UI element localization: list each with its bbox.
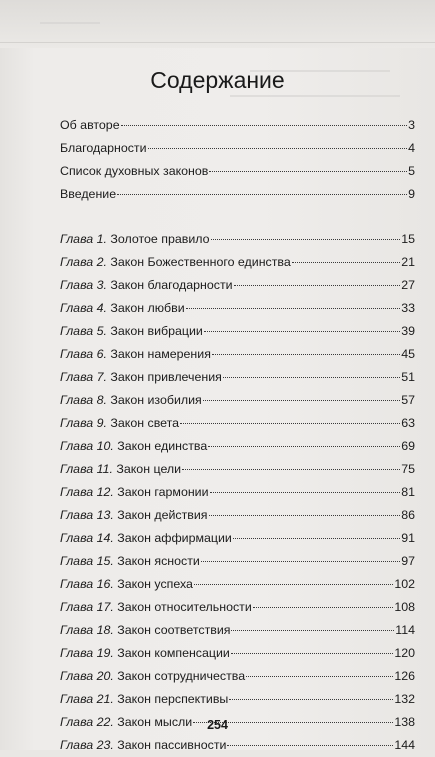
chapter-prefix: Глава 17. [60,600,114,614]
toc-chapter-entry[interactable] [60,688,415,711]
chapter-prefix: Глава 13. [60,508,114,522]
toc-chapter-entry[interactable] [60,274,415,297]
toc-entry[interactable] [60,114,415,137]
dot-leader [233,526,400,539]
toc-entry-label: Список духовных законов [60,164,209,178]
toc-entry-page: 4 [408,141,415,155]
dot-leader [186,296,401,309]
toc-chapter-entry[interactable] [60,435,415,458]
dot-leader [223,365,400,378]
chapter-title: Закон изобилия [110,393,202,407]
toc-entry-label: Об авторе [60,118,120,132]
toc-chapter-page: 39 [401,324,415,338]
toc-chapter-label [60,504,208,527]
bleed-through-text [40,22,100,24]
toc-chapter-entry[interactable] [60,734,415,757]
chapter-prefix: Глава 23. [60,738,114,752]
chapter-title: Закон ясности [117,554,200,568]
toc-chapter-page: 57 [401,393,415,407]
chapter-prefix: Глава 21. [60,692,114,706]
toc-chapter-page: 108 [394,600,415,614]
chapter-prefix: Глава 8. [60,393,107,407]
chapter-prefix: Глава 7. [60,370,107,384]
dot-leader [182,457,400,470]
chapter-title: Закон вибрации [110,324,203,338]
toc-chapter-label [60,527,232,550]
toc-chapter-page: 45 [401,347,415,361]
toc-chapter-label [60,619,230,642]
chapter-title: Закон пассивности [117,738,227,752]
toc-chapter-label [60,274,233,297]
dot-leader [121,113,408,126]
dot-leader [253,595,394,608]
chapter-title: Закон действия [117,508,208,522]
toc-chapter-entry[interactable] [60,573,415,596]
chapter-prefix: Глава 3. [60,278,107,292]
toc-chapter-label [60,297,185,320]
front-matter-list [60,114,415,206]
toc-chapter-entry[interactable] [60,527,415,550]
chapter-title: Закон привлечения [110,370,222,384]
dot-leader [148,136,408,149]
chapter-title: Закон успеха [117,577,193,591]
toc-chapter-page: 120 [394,646,415,660]
page-edge-line [0,42,435,43]
dot-leader [209,503,401,516]
chapter-prefix: Глава 1. [60,232,107,246]
chapter-title: Закон сотрудничества [117,669,246,683]
dot-leader [212,342,400,355]
chapter-title: Закон любви [110,301,185,315]
toc-chapter-page: 144 [394,738,415,752]
dot-leader [231,618,394,631]
toc-chapter-label [60,412,179,435]
toc-chapter-label [60,734,226,757]
toc-chapter-page: 132 [394,692,415,706]
chapter-title: Закон соответствия [117,623,231,637]
section-spacer [60,206,415,228]
toc-chapter-label [60,389,202,412]
toc-chapter-page: 91 [401,531,415,545]
toc-chapter-label [60,573,193,596]
toc-chapter-page: 81 [401,485,415,499]
toc-chapter-page: 63 [401,416,415,430]
dot-leader [231,641,393,654]
toc-chapter-entry[interactable] [60,550,415,573]
chapter-prefix: Глава 22. [60,715,114,729]
toc-chapter-page: 114 [395,623,415,637]
toc-chapter-label [60,642,230,665]
toc-chapter-label [60,228,210,251]
chapter-prefix: Глава 9. [60,416,107,430]
dot-leader [227,733,393,746]
toc-chapter-page: 51 [401,370,415,384]
chapter-prefix: Глава 20. [60,669,114,683]
toc-entry-label: Введение [60,187,117,201]
dot-leader [229,687,393,700]
chapter-prefix: Глава 2. [60,255,107,269]
toc-entry[interactable] [60,137,415,160]
chapter-prefix: Глава 12. [60,485,114,499]
toc-chapter-entry[interactable] [60,251,415,274]
chapter-title: Золотое правило [110,232,210,246]
chapter-list [60,228,415,757]
toc-chapter-label [60,435,207,458]
chapter-title: Закон аффирмации [117,531,232,545]
chapter-prefix: Глава 10. [60,439,114,453]
chapter-title: Закон Божественного единства [110,255,291,269]
chapter-prefix: Глава 15. [60,554,114,568]
toc-chapter-page: 126 [394,669,415,683]
dot-leader [234,273,401,286]
toc-entry[interactable] [60,183,415,206]
toc-chapter-label [60,366,222,389]
chapter-title: Закон цели [116,462,182,476]
toc-entry-label: Благодарности [60,141,147,155]
toc-chapter-label [60,688,228,711]
toc-chapter-label [60,550,200,573]
chapter-title: Закон мысли [117,715,193,729]
table-of-contents [60,114,415,757]
toc-chapter-page: 15 [401,232,415,246]
toc-chapter-label [60,458,181,481]
chapter-title: Закон благодарности [110,278,233,292]
page-title: Содержание [150,67,285,93]
chapter-title: Закон компенсации [117,646,230,660]
dot-leader [211,227,401,240]
toc-entry-page: 9 [408,187,415,201]
toc-chapter-label [60,665,245,688]
chapter-prefix: Глава 4. [60,301,107,315]
chapter-prefix: Глава 11. [60,462,113,476]
chapter-prefix: Глава 18. [60,623,114,637]
previous-page-edge [0,0,435,48]
chapter-title: Закон относительности [117,600,252,614]
toc-chapter-page: 21 [401,255,415,269]
dot-leader [292,250,400,263]
toc-chapter-page: 86 [401,508,415,522]
toc-chapter-page: 75 [401,462,415,476]
toc-chapter-page: 27 [401,278,415,292]
dot-leader [117,182,407,195]
chapter-prefix: Глава 5. [60,324,107,338]
chapter-title: Закон намерения [110,347,211,361]
chapter-prefix: Глава 14. [60,531,114,545]
dot-leader [209,159,407,172]
toc-chapter-label [60,343,211,366]
chapter-title: Закон единства [117,439,208,453]
dot-leader [194,572,393,585]
toc-chapter-entry[interactable] [60,458,415,481]
bleed-through-text [230,95,400,97]
dot-leader [203,388,400,401]
chapter-prefix: Глава 16. [60,577,114,591]
toc-chapter-entry[interactable] [60,481,415,504]
chapter-prefix: Глава 19. [60,646,114,660]
dot-leader [201,549,400,562]
chapter-prefix: Глава 6. [60,347,107,361]
toc-chapter-label [60,481,209,504]
dot-leader [210,480,401,493]
chapter-title: Закон перспективы [117,692,229,706]
toc-chapter-page: 102 [394,577,415,591]
toc-chapter-entry[interactable] [60,665,415,688]
toc-chapter-label [60,320,203,343]
page-number: 254 [207,718,228,732]
toc-chapter-page: 138 [394,715,415,729]
dot-leader [180,411,400,424]
toc-chapter-entry[interactable] [60,228,415,251]
toc-entry-page: 3 [408,118,415,132]
toc-chapter-page: 33 [401,301,415,315]
toc-chapter-entry[interactable] [60,619,415,642]
toc-chapter-entry[interactable] [60,389,415,412]
toc-chapter-entry[interactable] [60,343,415,366]
chapter-title: Закон гармонии [117,485,209,499]
dot-leader [204,319,400,332]
toc-chapter-page: 97 [401,554,415,568]
toc-chapter-entry[interactable] [60,504,415,527]
toc-entry[interactable] [60,160,415,183]
toc-chapter-entry[interactable] [60,366,415,389]
toc-chapter-entry[interactable] [60,412,415,435]
dot-leader [208,434,400,447]
toc-chapter-entry[interactable] [60,297,415,320]
toc-chapter-page: 69 [401,439,415,453]
chapter-title: Закон света [110,416,180,430]
toc-entry-page: 5 [408,164,415,178]
toc-chapter-label [60,251,291,274]
dot-leader [246,664,393,677]
toc-chapter-label [60,596,252,619]
toc-chapter-entry[interactable] [60,642,415,665]
toc-chapter-entry[interactable] [60,596,415,619]
toc-chapter-entry[interactable] [60,320,415,343]
